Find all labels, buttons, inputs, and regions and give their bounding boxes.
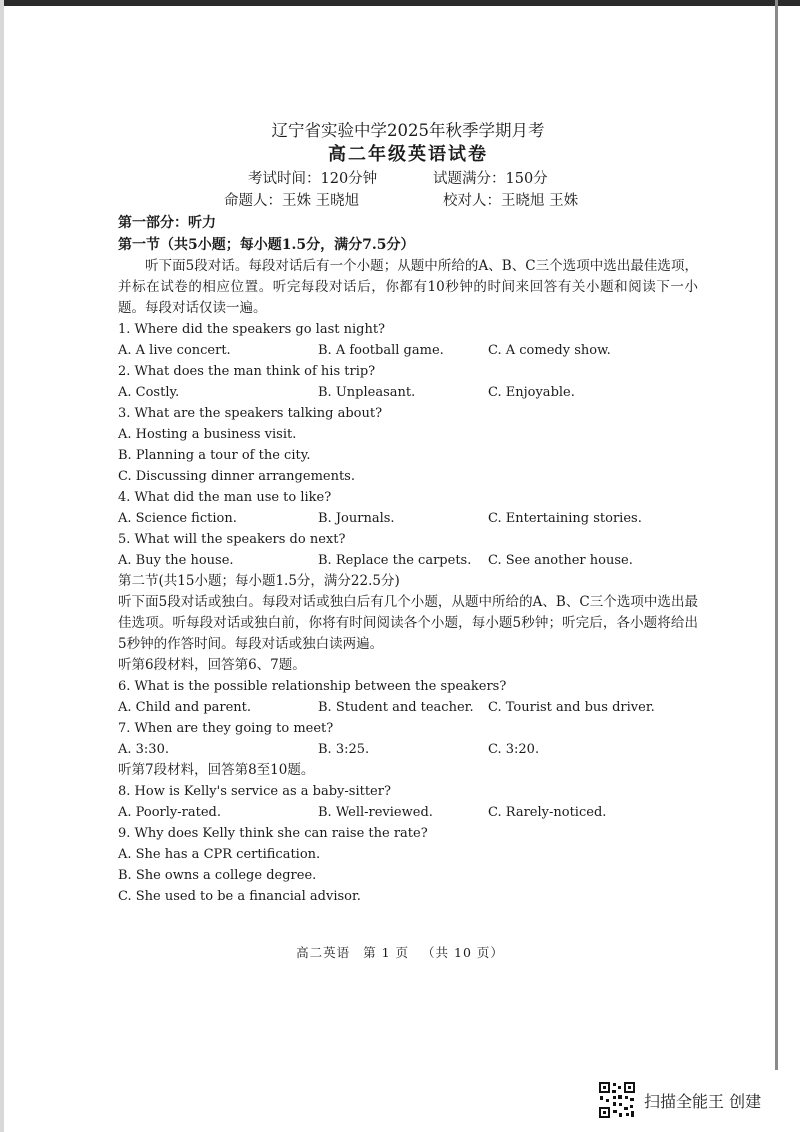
option-a: A. Buy the house. [118, 553, 234, 568]
section2-title: 第二节(共15小题；每小题1.5分，满分22.5分) [118, 573, 400, 589]
scan-top-edge [0, 0, 800, 6]
question-1-stem: 1. Where did the speakers go last night? [118, 322, 386, 337]
option-b: B. Replace the carpets. [318, 553, 472, 568]
part1-title: 第一部分：听力 [118, 215, 216, 231]
option-c: C. Rarely-noticed. [488, 805, 607, 820]
option-a: A. Costly. [118, 385, 180, 400]
full-score: 试题满分：150分 [433, 171, 548, 187]
question-3-stem: 3. What are the speakers talking about? [118, 406, 383, 421]
option-c: C. See another house. [488, 553, 633, 568]
proofreader: 校对人：王晓旭 王姝 [443, 193, 579, 209]
material-7-note: 听第7段材料，回答第8至10题。 [118, 762, 315, 778]
question-5-stem: 5. What will the speakers do next? [118, 532, 346, 547]
exam-page [118, 120, 698, 907]
option-b: B. Journals. [318, 511, 395, 526]
question-4-stem: 4. What did the man use to like? [118, 490, 332, 505]
question-8-options [118, 802, 698, 823]
question-7-stem: 7. When are they going to meet? [118, 721, 334, 736]
option-a: A. Science fiction. [118, 511, 237, 526]
section2-instructions: 听下面5段对话或独白。每段对话或独白后有几个小题，从题中所给的A、B、C三个选项中选出最佳选项。听每段对话或独白前，你将有时间阅读各个小题，每小题5秒钟；听完后，各小题将给出5秒钟的作答时间。每段对话或独白读两遍。 [118, 594, 698, 652]
option-c: C. Enjoyable. [488, 385, 575, 400]
section1-instructions: 听下面5段对话。每段对话后有一个小题；从题中所给的A、B、C三个选项中选出最佳选项，并标在试卷的相应位置。听完每段对话后，你都有10秒钟的时间来回答有关小题和阅读下一小题。每段对话仅读一遍。 [118, 258, 698, 316]
scan-left-edge [0, 0, 4, 1132]
question-setter: 命题人：王姝 王晓旭 [224, 193, 360, 209]
footer-page-number: 第 1 页 [363, 945, 410, 960]
question-6-stem: 6. What is the possible relationship between the speakers? [118, 679, 507, 694]
scan-right-edge [775, 0, 778, 1070]
option-b: B. Planning a tour of the city. [118, 448, 311, 463]
option-c: C. Discussing dinner arrangements. [118, 469, 355, 484]
watermark-text: 扫描全能王 创建 [644, 1091, 762, 1111]
question-6-options [118, 697, 698, 718]
exam-title: 辽宁省实验中学2025年秋季学期月考 [271, 121, 545, 140]
question-2-options [118, 382, 698, 403]
footer-total-pages: （共 10 页） [422, 945, 504, 960]
question-1-options [118, 340, 698, 361]
option-a: A. Hosting a business visit. [118, 427, 297, 442]
option-b: B. A football game. [318, 343, 444, 358]
option-a: A. She has a CPR certification. [118, 847, 321, 862]
scanner-watermark [598, 1081, 761, 1119]
exam-time: 考试时间：120分钟 [248, 171, 378, 187]
option-c: C. A comedy show. [488, 343, 611, 358]
option-b: B. 3:25. [318, 742, 370, 757]
option-b: B. Student and teacher. [318, 700, 474, 715]
question-7-options [118, 739, 698, 760]
section1-title: 第一节（共5小题；每小题1.5分，满分7.5分） [118, 237, 415, 253]
exam-subtitle: 高二年级英语试卷 [328, 144, 488, 165]
option-c: C. She used to be a financial advisor. [118, 889, 361, 904]
option-c: C. Entertaining stories. [488, 511, 642, 526]
question-4-options [118, 508, 698, 529]
option-a: A. Child and parent. [118, 700, 252, 715]
option-a: A. 3:30. [118, 742, 169, 757]
question-5-options [118, 550, 698, 571]
question-8-stem: 8. How is Kelly's service as a baby-sitter? [118, 784, 391, 799]
option-c: C. Tourist and bus driver. [488, 700, 655, 715]
option-a: A. A live concert. [118, 343, 231, 358]
option-a: A. Poorly-rated. [118, 805, 221, 820]
question-2-stem: 2. What does the man think of his trip? [118, 364, 376, 379]
question-9-stem: 9. Why does Kelly think she can raise the rate? [118, 826, 428, 841]
option-b: B. Unpleasant. [318, 385, 416, 400]
page-footer [0, 943, 800, 961]
footer-subject: 高二英语 [296, 945, 351, 960]
exam-info-row-2 [118, 190, 698, 212]
option-c: C. 3:20. [488, 742, 540, 757]
exam-info-row-1 [118, 168, 698, 190]
option-b: B. Well-reviewed. [318, 805, 433, 820]
material-6-note: 听第6段材料，回答第6、7题。 [118, 657, 306, 673]
qr-code-icon [598, 1081, 636, 1119]
option-b: B. She owns a college degree. [118, 868, 317, 883]
